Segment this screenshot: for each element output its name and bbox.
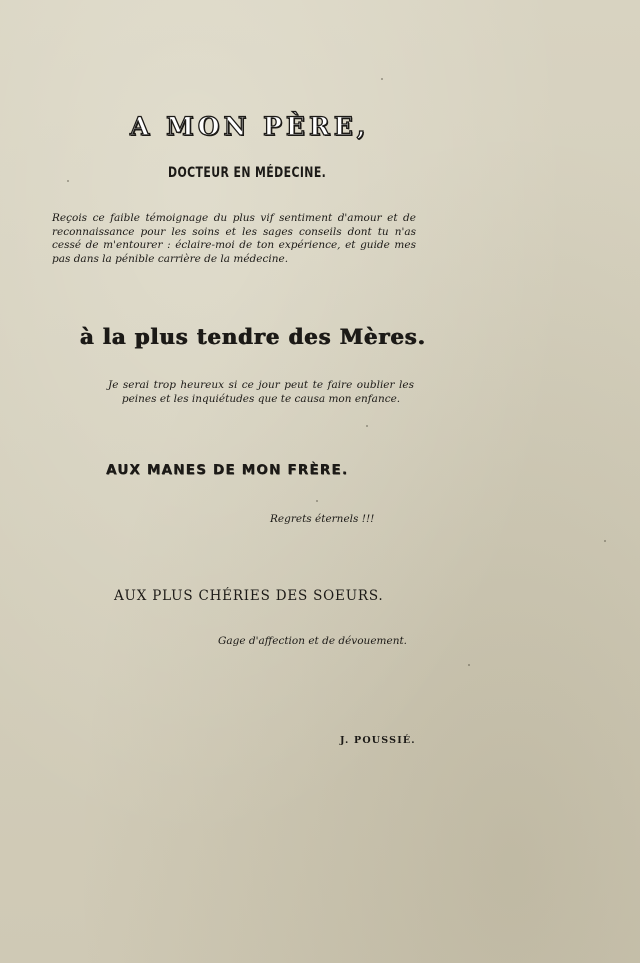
paper-speck	[316, 500, 318, 502]
paper-speck	[67, 180, 69, 182]
dedication-mother-text: Je serai trop heureux si ce jour peut te faire oublier les peines et les inquiétudes que te causa mon enfance.	[108, 379, 414, 405]
dedication-sisters-text: Gage d'affection et de dévouement.	[218, 635, 408, 647]
paper-speck	[604, 540, 606, 542]
dedication-father-text: Reçois ce faible témoignage du plus vif sentiment d'amour et de reconnaissance pour les soins et les sages conseils dont tu n'as cessé de m'entourer : éclaire-moi de ton expérience, et guide mes pas dans la pénible carrière de la médecine.	[52, 212, 416, 265]
dedication-sisters-heading: AUX PLUS CHÉRIES DES SOEURS.	[114, 588, 384, 604]
dedication-father-subheading: DOCTEUR EN MÉDECINE.	[168, 165, 327, 181]
author-signature: J. POUSSIÉ.	[340, 735, 416, 746]
dedication-mother-heading: à la plus tendre des Mères.	[80, 324, 426, 349]
paper-speck	[366, 425, 368, 427]
dedication-brother-heading: AUX MANES DE MON FRÈRE.	[106, 462, 349, 478]
paper-speck	[381, 78, 383, 80]
dedication-brother-text: Regrets éternels !!!	[270, 513, 375, 525]
paper-speck	[468, 664, 470, 666]
dedication-father-heading: A MON PÈRE,	[130, 112, 370, 141]
